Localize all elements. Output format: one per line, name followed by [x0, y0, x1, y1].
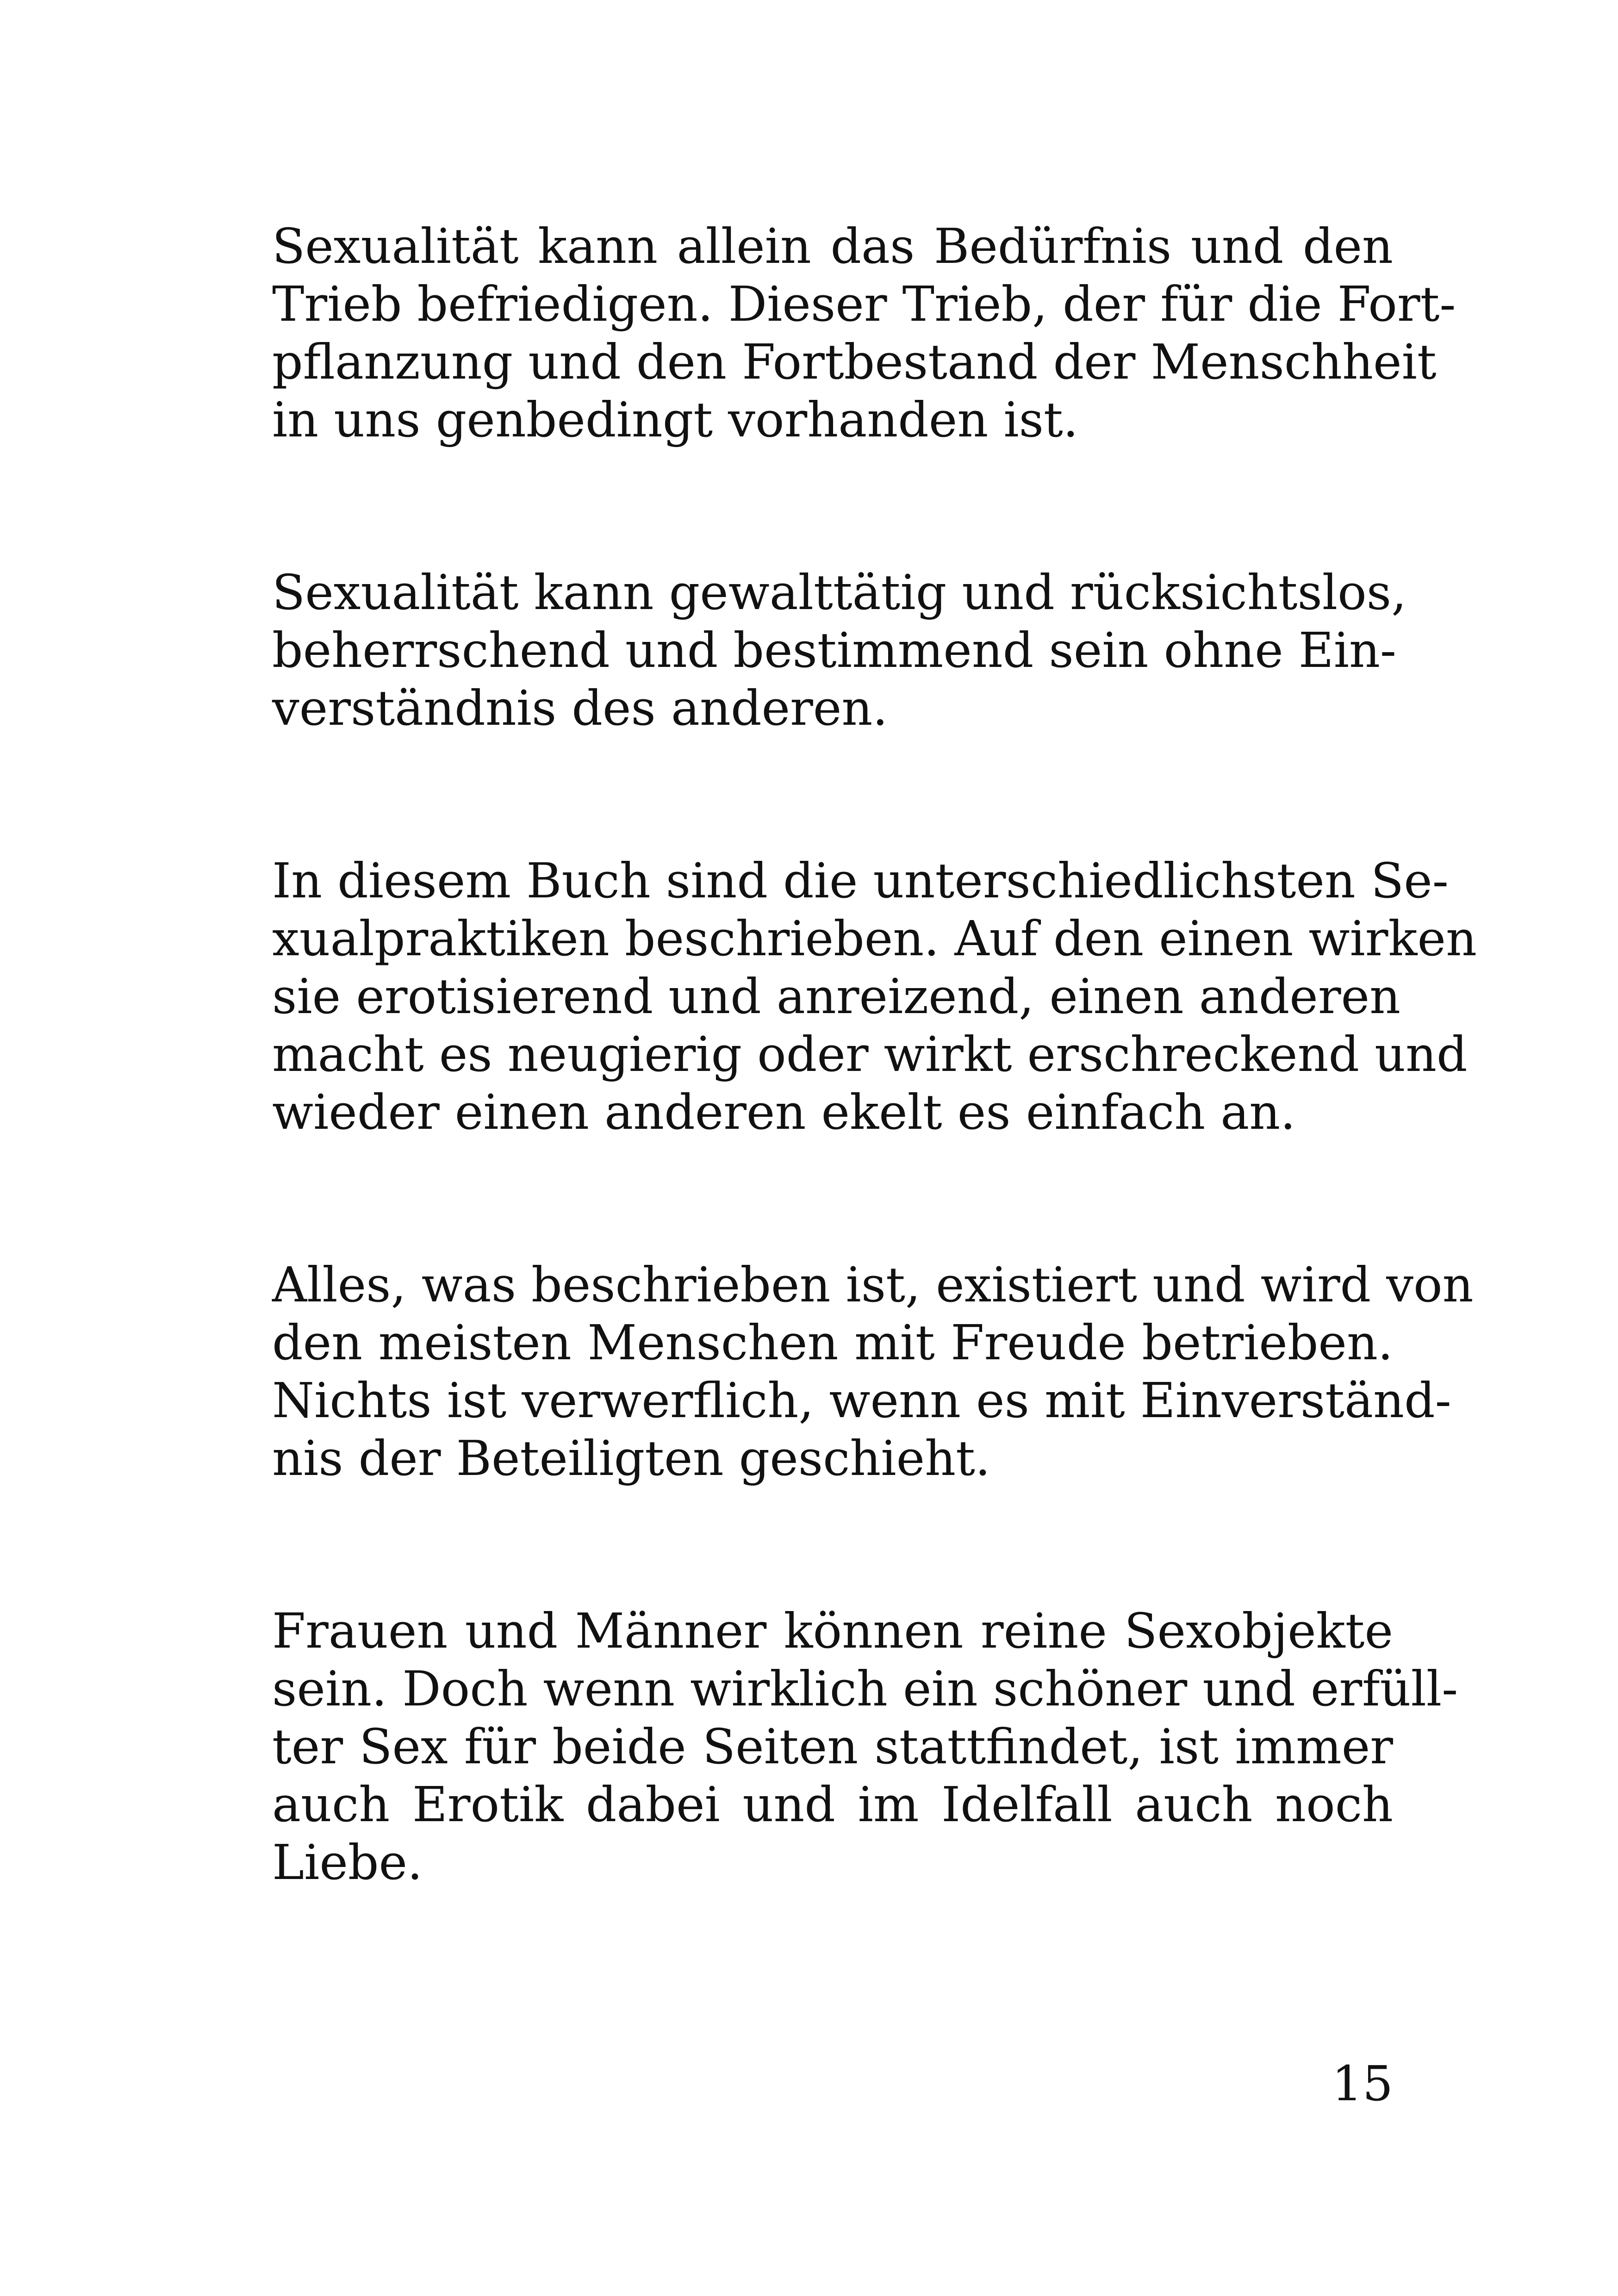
- text-line: macht es neugierig oder wirkt erschreckend und: [272, 1026, 1468, 1083]
- text-line: xualpraktiken beschrieben. Auf den einen wirken: [272, 910, 1477, 967]
- text-line: In diesem Buch sind die unterschiedlichsten Se-: [272, 852, 1449, 909]
- paragraph-3: [272, 852, 1477, 1141]
- text-line: in uns genbedingt vorhanden ist.: [272, 392, 1078, 448]
- text-line: nis der Beteiligten geschieht.: [272, 1430, 990, 1487]
- text-line: Liebe.: [272, 1834, 423, 1891]
- text-line: sie erotisierend und anreizend, einen anderen: [272, 968, 1401, 1025]
- page-number: 15: [1332, 2055, 1393, 2112]
- text-line: sein. Doch wenn wirklich ein schöner und erfüll-: [272, 1661, 1458, 1717]
- text-line: pflanzung und den Fortbestand der Menschheit: [272, 334, 1437, 390]
- text-line: Frauen und Männer können reine Sexobjekte: [272, 1603, 1393, 1659]
- text-line: beherrschend und bestimmend sein ohne Ein-: [272, 622, 1397, 678]
- text-line: Trieb befriedigen. Dieser Trieb, der für die Fort-: [272, 276, 1456, 332]
- text-line: den meisten Menschen mit Freude betrieben.: [272, 1314, 1393, 1371]
- paragraph-2: [272, 564, 1407, 737]
- body-text: [272, 218, 1477, 2006]
- paragraph-4: [272, 1256, 1474, 1487]
- text-line: Sexualität kann gewalttätig und rücksichtslos,: [272, 564, 1407, 621]
- text-line: auch Erotik dabei und im Idelfall auch noch: [272, 1776, 1393, 1833]
- paragraph-1: [272, 218, 1456, 449]
- paragraph-5: [272, 1602, 1458, 1892]
- text-line: wieder einen anderen ekelt es einfach an.: [272, 1084, 1296, 1140]
- text-line: ter Sex für beide Seiten stattfindet, ist immer: [272, 1718, 1393, 1775]
- text-line: Alles, was beschrieben ist, existiert und wird von: [272, 1257, 1474, 1313]
- text-line: verständnis des anderen.: [272, 680, 888, 736]
- text-line: Nichts ist verwerflich, wenn es mit Einverständ-: [272, 1372, 1451, 1429]
- text-line: Sexualität kann allein das Bedürfnis und den: [272, 218, 1393, 274]
